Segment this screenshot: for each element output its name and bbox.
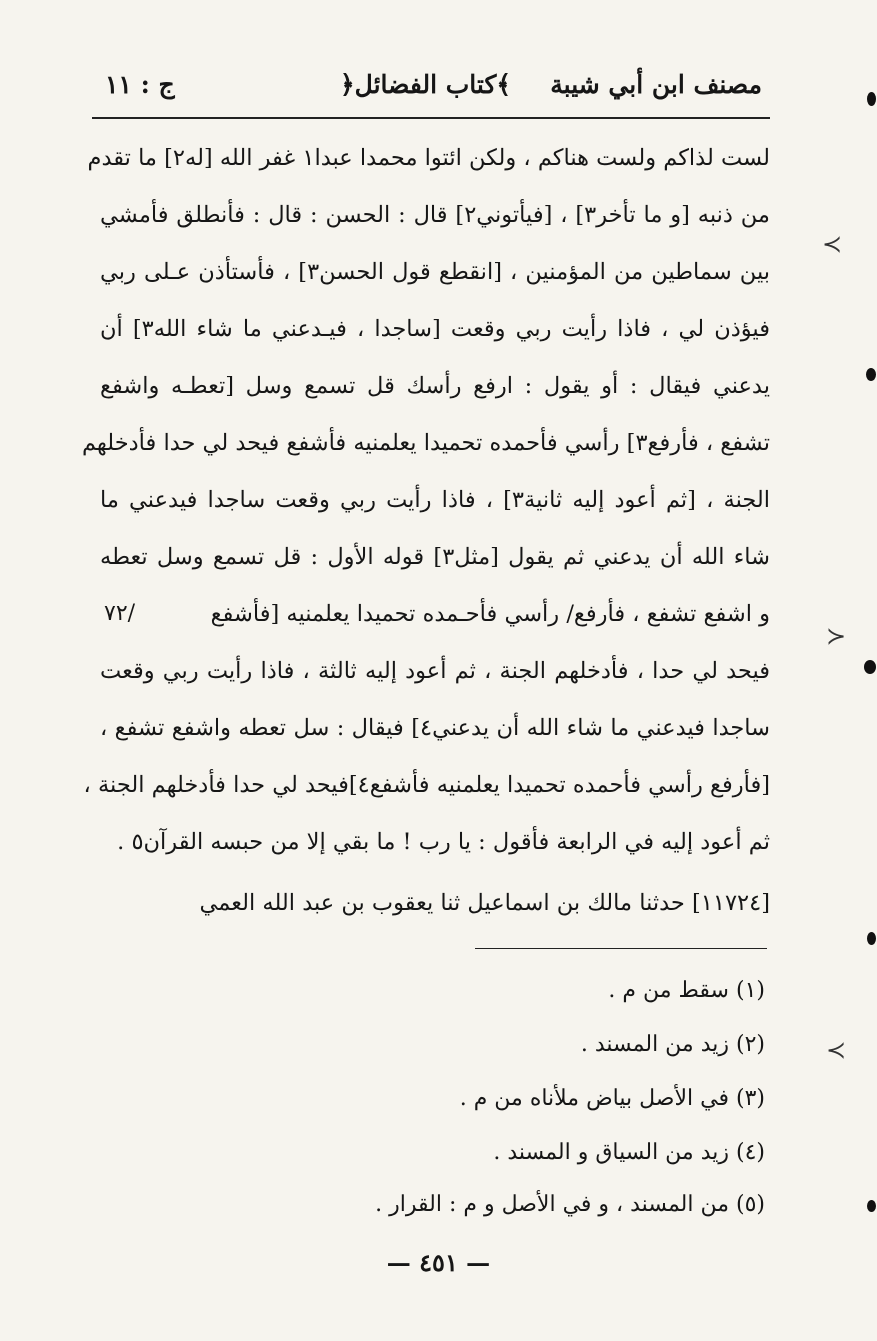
scan-mark bbox=[867, 932, 876, 945]
footnote: (١) سقط من م . bbox=[608, 978, 765, 1003]
text-line: ثم أعود إليه في الرابعة فأقول : يا رب ! ما بقي إلا من حبسه القرآن٥ . bbox=[117, 829, 770, 855]
page-number: — ٤٥١ — bbox=[386, 1248, 491, 1277]
text-line: تشفع ، فأرفع٣] رأسي فأحمده تحميدا يعلمنيه فأشفع فيحد لي حدا فأدخلهم bbox=[81, 430, 770, 456]
margin-page-marker: ٧٢/ bbox=[104, 601, 136, 626]
footnote-divider bbox=[475, 948, 767, 949]
running-title: مصنف ابن أبي شيبة bbox=[550, 70, 762, 99]
text-line: فيحد لي حدا ، فأدخلهم الجنة ، ثم أعود إليه ثالثة ، فاذا رأيت ربي وقعت bbox=[100, 658, 770, 684]
scan-tick-mark: ≻ bbox=[826, 622, 847, 650]
scan-tick-mark: ≺ bbox=[822, 230, 843, 258]
text-line: الجنة ، [ثم أعود إليه ثانية٣] ، فاذا رأيت ربي وقعت ساجدا فيدعني ما bbox=[100, 487, 770, 513]
scan-mark bbox=[866, 368, 876, 381]
text-line: يدعني فيقال : أو يقول : ارفع رأسك قل تسمع وسل [تعطـه واشفع bbox=[100, 373, 770, 399]
text-line: بين سماطين من المؤمنين ، [انقطع قول الحسن٣] ، فأستأذن عـلى ربي bbox=[100, 259, 770, 285]
chapter-title: ﴿كتاب الفضائل﴾ bbox=[340, 70, 512, 99]
text-line: ساجدا فيدعني ما شاء الله أن يدعني٤] فيقال : سل تعطه واشفع تشفع ، bbox=[100, 715, 770, 741]
footnote: (٥) من المسند ، و في الأصل و م : القرار . bbox=[375, 1192, 765, 1217]
hadith-line: [١١٧٢٤] حدثنا مالك بن اسماعيل ثنا يعقوب بن عبد الله العمي bbox=[199, 890, 770, 916]
scan-mark bbox=[867, 1200, 876, 1212]
scan-mark bbox=[867, 92, 876, 106]
scan-mark bbox=[864, 660, 876, 674]
text-line: من ذنبه [و ما تأخر٣] ، [فيأتوني٢] قال : الحسن : قال : فأنطلق فأمشي bbox=[100, 202, 770, 228]
text-line: فيؤذن لي ، فاذا رأيت ربي وقعت [ساجدا ، فيـدعني ما شاء الله٣] أن bbox=[100, 316, 770, 342]
footnote: (٣) في الأصل بياض ملأناه من م . bbox=[459, 1086, 765, 1111]
header-divider bbox=[92, 117, 770, 119]
volume-number: ج : ١١ bbox=[105, 70, 175, 99]
footnote: (٤) زيد من السياق و المسند . bbox=[493, 1140, 765, 1165]
text-line: لست لذاكم ولست هناكم ، ولكن ائتوا محمدا عبدا١ غفر الله [له٢] ما تقدم bbox=[87, 145, 770, 171]
text-line: شاء الله أن يدعني ثم يقول [مثل٣] قوله الأول : قل تسمع وسل تعطه bbox=[100, 544, 770, 570]
scan-tick-mark: ≺ bbox=[826, 1036, 847, 1064]
footnote: (٢) زيد من المسند . bbox=[580, 1032, 765, 1057]
text-line: و اشفع تشفع ، فأرفع/ رأسي فأحـمده تحميدا يعلمنيه [فأشفع bbox=[210, 601, 770, 627]
text-line: [فأرفع رأسي فأحمده تحميدا يعلمنيه فأشفع٤]فيحد لي حدا فأدخلهم الجنة ، bbox=[83, 772, 770, 798]
